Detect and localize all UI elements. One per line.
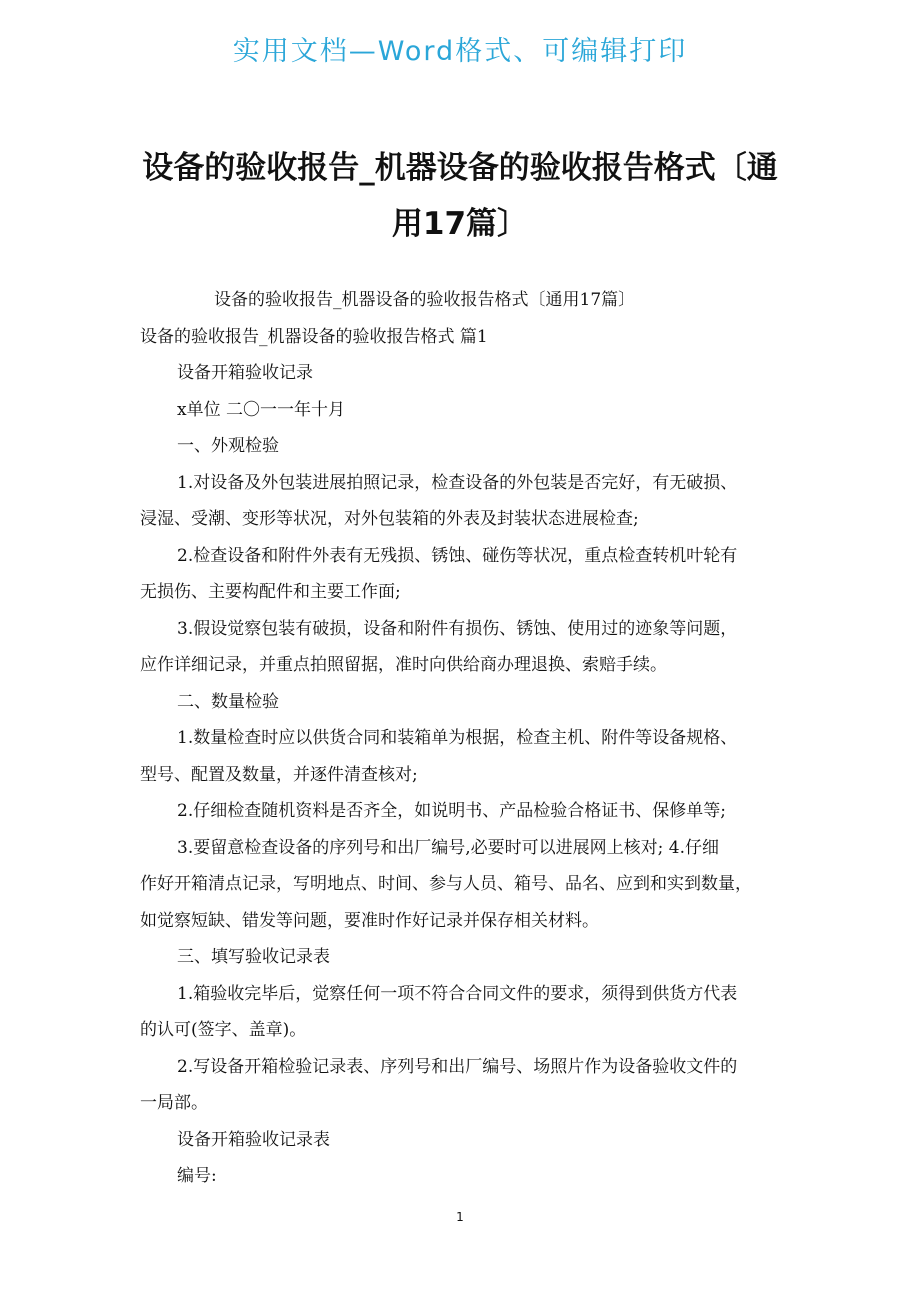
table-title: 设备开箱验收记录表	[177, 1129, 330, 1150]
section-heading: 一、外观检验	[177, 436, 279, 456]
document-body	[140, 282, 800, 1195]
paragraph-line: 如觉察短缺、错发等问题，要准时作好记录并保存相关材料。	[140, 910, 599, 931]
section-heading: 三、填写验收记录表	[177, 947, 330, 967]
paragraph-line: 3.要留意检查设备的序列号和出厂编号,必要时可以进展网上核对; 4.仔细	[177, 837, 719, 858]
page-number: 1	[456, 1210, 464, 1224]
paragraph-line: 无损伤、主要构配件和主要工作面;	[140, 582, 401, 602]
number-label: 编号:	[177, 1166, 217, 1186]
paragraph-line: 3.假设觉察包装有破损，设备和附件有损伤、锈蚀、使用过的迹象等问题，	[177, 618, 738, 639]
paragraph-line: 1.数量检查时应以供货合同和装箱单为根据，检查主机、附件等设备规格、	[177, 728, 738, 748]
paragraph-line: 浸湿、受潮、变形等状况，对外包装箱的外表及封装状态进展检查;	[140, 509, 639, 529]
section-heading: 设备开箱验收记录	[177, 363, 313, 383]
paragraph-line: x单位 二〇一一年十月	[177, 399, 345, 420]
paragraph-line: 2.检查设备和附件外表有无残损、锈蚀、碰伤等状况，重点检查转机叶轮有	[177, 545, 738, 566]
section-heading: 二、数量检验	[177, 691, 279, 712]
paragraph-line: 型号、配置及数量，并逐件清查核对;	[140, 764, 418, 785]
paragraph-line: 2.写设备开箱检验记录表、序列号和出厂编号、场照片作为设备验收文件的	[177, 1056, 738, 1077]
title-line-1: 设备的验收报告_机器设备的验收报告格式〔通	[142, 150, 778, 186]
title-line-2: 用17篇〕	[391, 206, 529, 242]
paragraph-line: 2.仔细检查随机资料是否齐全，如说明书、产品检验合格证书、保修单等;	[177, 801, 726, 821]
paragraph-line: 1.对设备及外包装进展拍照记录，检查设备的外包装是否完好，有无破损、	[177, 472, 738, 493]
banner-text: 实用文档—Word格式、可编辑打印	[232, 36, 688, 67]
paragraph-line: 1.箱验收完毕后，觉察任何一项不符合合同文件的要求，须得到供货方代表	[177, 983, 738, 1004]
document-title	[120, 140, 800, 252]
paragraph-line: 的认可(签字、盖章)。	[140, 1020, 307, 1040]
paragraph-line: 应作详细记录，并重点拍照留据，准时向供给商办理退换、索赔手续。	[140, 655, 667, 675]
subtitle: 设备的验收报告_机器设备的验收报告格式〔通用17篇〕	[214, 290, 636, 310]
part-heading: 设备的验收报告_机器设备的验收报告格式 篇1	[140, 326, 488, 347]
paragraph-line: 作好开箱清点记录，写明地点、时间、参与人员、箱号、品名、应到和实到数量，	[140, 874, 752, 894]
paragraph-line: 一局部。	[140, 1093, 208, 1113]
